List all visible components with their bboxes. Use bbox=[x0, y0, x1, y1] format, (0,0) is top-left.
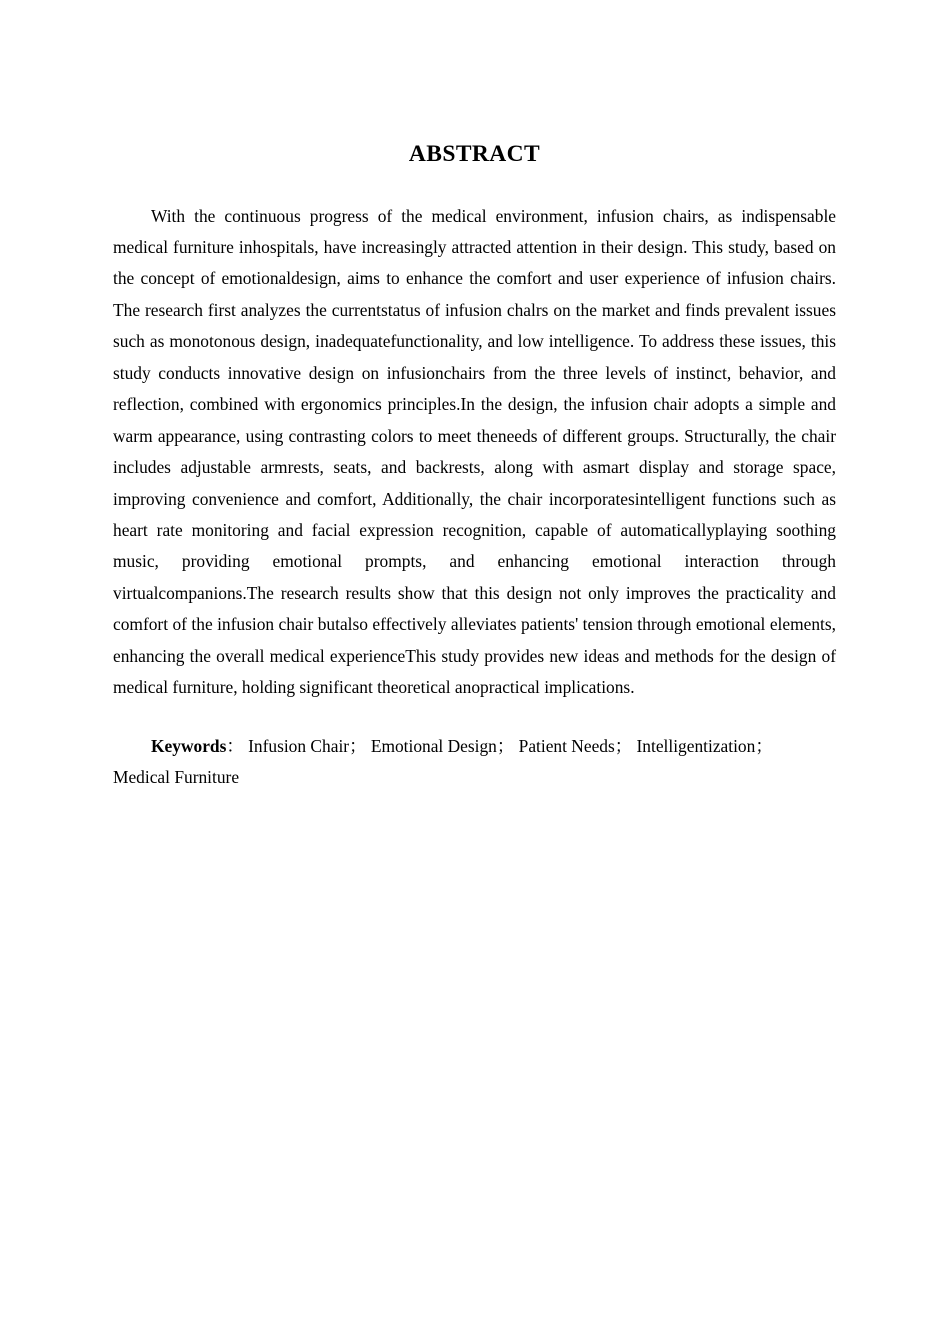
keyword-item: Infusion Chair bbox=[243, 735, 350, 756]
keyword-separator: ； bbox=[755, 735, 773, 756]
keywords-block bbox=[113, 704, 836, 794]
keyword-separator: ； bbox=[496, 735, 515, 756]
keyword-item: Medical Furniture bbox=[113, 767, 240, 788]
keyword-separator: ； bbox=[349, 735, 367, 756]
keyword-item: Patient Needs bbox=[514, 735, 615, 756]
keywords-label-separator: ： bbox=[226, 735, 244, 756]
keyword-separator: ； bbox=[614, 735, 633, 756]
keyword-item: Intelligentization bbox=[632, 735, 756, 756]
keyword-item: Emotional Design bbox=[366, 735, 497, 756]
abstract-paragraph: With the continuous progress of the medical environment, infusion chairs, as indispensable medical furniture inhospitals, have increasingly attracted attention in their design. This study, based on the concept of emotionaldesign, aims to enhance the comfort and user experience of infusion chairs. The research first analyzes the currentstatus of infusion chalrs on the market and finds prevalent issues such as monotonous design, inadequatefunctionality, and low intelligence. To address these issues, this study conducts innovative design on infusionchairs from the three levels of instinct, behavior, and reflection, combined with ergonomics principles.In the design, the infusion chair adopts a simple and warm appearance, using contrasting colors to meet theneeds of different groups. Structurally, the chair includes adjustable armrests, seats, and backrests, along with asmart display and storage space, improving convenience and comfort, Additionally, the chair incorporatesintelligent functions such as heart rate monitoring and facial expression recognition, capable of automaticallyplaying soothing music, providing emotional prompts, and enhancing emotional interaction through virtualcompanions.The research results show that this design not only improves the practicality and comfort of the infusion chair butalso effectively alleviates patients' tension through emotional elements, enhancing the overall medical experienceThis study provides new ideas and methods for the design of medical furniture, holding significant theoretical anopractical implications. bbox=[113, 205, 836, 698]
keywords-label: Keywords bbox=[151, 735, 227, 756]
page-content bbox=[113, 0, 836, 794]
page-title: ABSTRACT bbox=[408, 141, 541, 167]
